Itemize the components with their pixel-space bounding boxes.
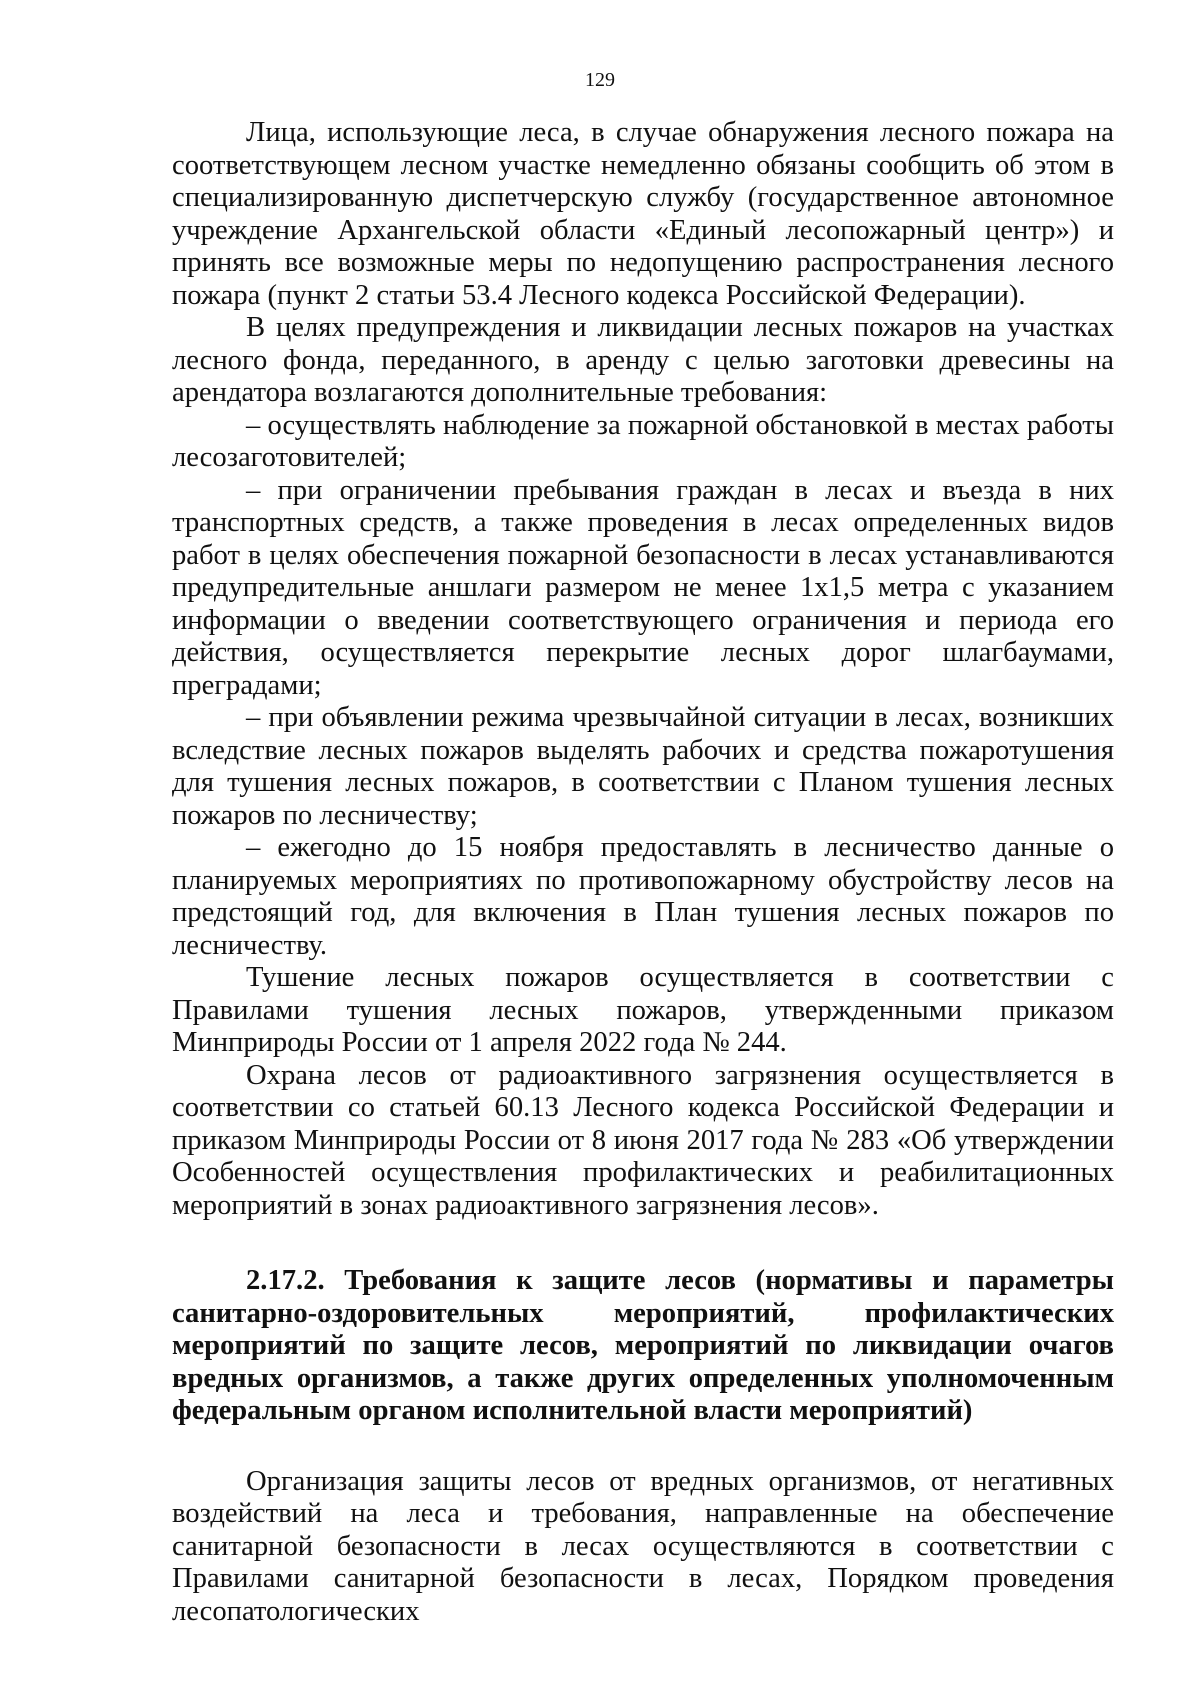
paragraph-radioactive-protection: Охрана лесов от радиоактивного загрязнения осуществляется в соответствии со статьей 60.13 Лесного кодекса Российской Федерации и приказом Минприроды России от 8 июня 2017 года № 283 «Об утверждении Особенностей осуществления профилактических и реабилитационных мероприятий в зонах радиоактивного загрязнения лесов». bbox=[172, 1059, 1114, 1221]
document-body bbox=[172, 117, 1114, 1628]
page-number: 129 bbox=[585, 69, 615, 91]
list-item-annual-plan: – ежегодно до 15 ноября предоставлять в лесничество данные о планируемых мероприятиях по противопожарному обустройству лесов на предстоящий год, для включения в План тушения лесных пожаров по лесничеству. bbox=[172, 832, 1114, 961]
paragraph-fire-extinguishing-rules: Тушение лесных пожаров осуществляется в соответствии с Правилами тушения лесных пожаров, утвержденными приказом Минприроды России от 1 апреля 2022 года № 244. bbox=[172, 962, 1114, 1058]
paragraph-fire-reporting: Лица, использующие леса, в случае обнаружения лесного пожара на соответствующем лесном участке немедленно обязаны сообщить об этом в специализированную диспетчерскую службу (государственное автономное учреждение Архангельской области «Единый лесопожарный центр») и принять все возможные меры по недопущению распространения лесного пожара (пункт 2 статьи 53.4 Лесного кодекса Российской Федерации). bbox=[172, 117, 1114, 311]
list-item-emergency-regime: – при объявлении режима чрезвычайной ситуации в лесах, возникших вследствие лесных пожаров выделять рабочих и средства пожаротушения для тушения лесных пожаров, в соответствии с Планом тушения лесных пожаров по лесничеству; bbox=[172, 702, 1114, 831]
section-heading: 2.17.2. Требования к защите лесов (нормативы и параметры санитарно-оздоровительных мероприятий, профилактических мероприятий по защите лесов, мероприятий по ликвидации очагов вредных организмов, а также других определенных уполномоченным федеральным органом исполнительной власти мероприятий) bbox=[172, 1265, 1114, 1426]
paragraph-forest-protection: Организация защиты лесов от вредных организмов, от негативных воздействий на леса и требования, направленные на обеспечение санитарной безопасности в лесах осуществляются в соответствии с Правилами санитарной безопасности в лесах, Порядком проведения лесопатологических bbox=[172, 1465, 1114, 1627]
list-item-fire-monitoring: – осуществлять наблюдение за пожарной обстановкой в местах работы лесозаготовителей; bbox=[172, 409, 1114, 473]
list-item-warning-signs: – при ограничении пребывания граждан в лесах и въезда в них транспортных средств, а также проведения в лесах определенных видов работ в целях обеспечения пожарной безопасности в лесах устанавливаются предупредительные аншлаги размером не менее 1х1,5 метра с указанием информации о введении соответствующего ограничения и периода его действия, осуществляется перекрытие лесных дорог шлагбаумами, преградами; bbox=[172, 474, 1114, 701]
paragraph-lessee-requirements: В целях предупреждения и ликвидации лесных пожаров на участках лесного фонда, переданного, в аренду с целью заготовки древесины на арендатора возлагаются дополнительные требования: bbox=[172, 312, 1114, 408]
